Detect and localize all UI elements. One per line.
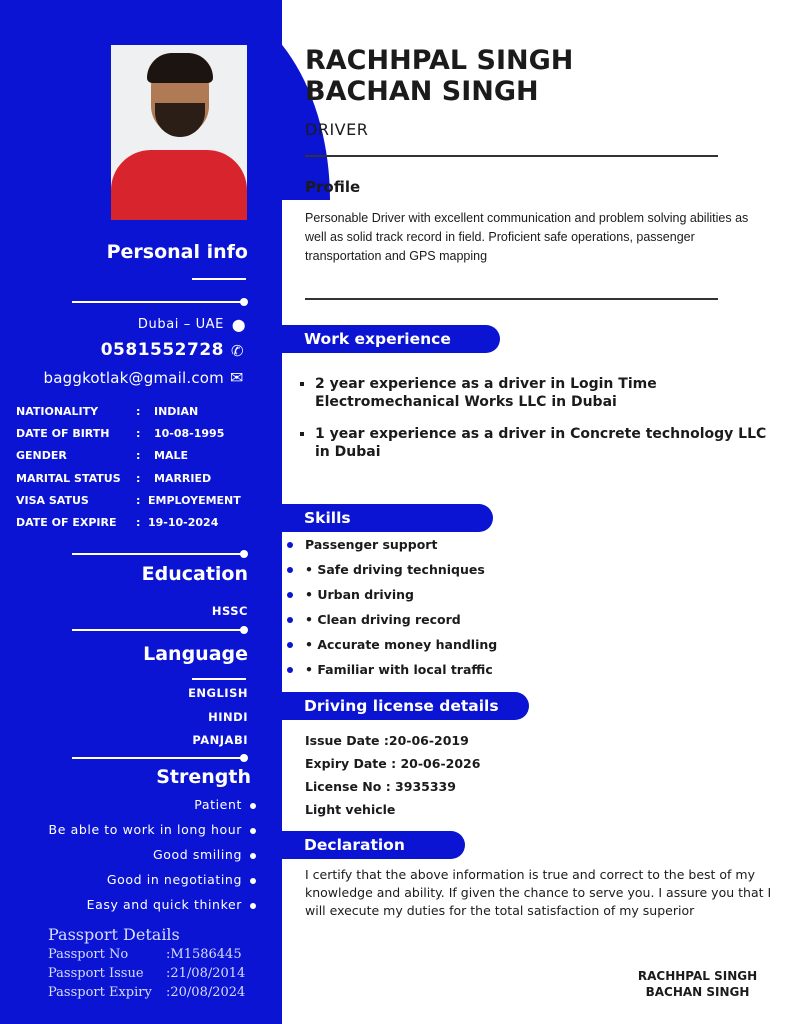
education-heading: Education bbox=[141, 563, 248, 585]
location-pin-icon: ⬤ bbox=[232, 318, 246, 332]
divider bbox=[72, 301, 244, 303]
license-number: License No : 3935339 bbox=[305, 779, 456, 794]
name-heading: RACHHPAL SINGH BACHAN SINGH bbox=[305, 45, 574, 107]
language-heading: Language bbox=[143, 643, 248, 665]
divider bbox=[72, 629, 244, 631]
passport-issue-label: Passport Issue bbox=[48, 966, 144, 981]
location-text: Dubai – UAE bbox=[137, 317, 224, 332]
phone-text[interactable]: 0581552728 bbox=[100, 340, 224, 360]
language-item: HINDI bbox=[208, 710, 248, 724]
language-item: ENGLISH bbox=[188, 686, 248, 700]
skills-heading: Skills bbox=[282, 504, 493, 532]
license-expiry-date: Expiry Date : 20-06-2026 bbox=[305, 756, 481, 771]
passport-heading: Passport Details bbox=[48, 925, 180, 944]
email-text[interactable]: baggkotlak@gmail.com bbox=[43, 369, 224, 387]
divider bbox=[192, 278, 246, 280]
skill-item: • Urban driving bbox=[307, 582, 497, 607]
passport-expiry-label: Passport Expiry bbox=[48, 985, 152, 1000]
education-item: HSSC bbox=[211, 604, 248, 618]
divider-dot bbox=[240, 298, 248, 306]
license-list bbox=[305, 733, 480, 825]
divider bbox=[192, 678, 246, 680]
phone-icon: ✆ bbox=[231, 342, 244, 360]
declaration-text: I certify that the above information is true and correct to the best of my knowledge and ability. If given the chance to serve you. I assure you that I will execute my duties for the total satisfaction of my superior bbox=[305, 867, 772, 918]
personal-info-heading: Personal info bbox=[106, 241, 248, 263]
signature-name: RACHHPAL SINGH BACHAN SINGH bbox=[637, 969, 758, 999]
license-issue-date: Issue Date :20-06-2019 bbox=[305, 733, 469, 748]
strength-heading: Strength bbox=[156, 766, 251, 788]
passport-no-value: :M1586445 bbox=[166, 947, 242, 962]
mail-icon: ✉ bbox=[230, 368, 244, 387]
divider bbox=[305, 155, 718, 157]
profile-text: Personable Driver with excellent communication and problem solving abilities as well as solid track record in field. Proficient safe operations, passenger transportation and GPS mapping bbox=[305, 211, 749, 263]
strength-item: Be able to work in long hour bbox=[49, 822, 256, 837]
license-heading: Driving license details bbox=[282, 692, 529, 720]
skills-list bbox=[307, 532, 497, 682]
personal-fields: NATIONALITY : INDIAN DATE OF BIRTH : 10-08-1995 GENDER : MALE MARITAL STATUS : MARRIED VISA SATUS : EMPLOYEMENT DATE OF EXPIRE : 19-10-2024 bbox=[16, 404, 241, 530]
work-item: ▪ 2 year experience as a driver in Login Time Electromechanical Works LLC in Dubai bbox=[315, 375, 780, 411]
sidebar-content bbox=[0, 0, 282, 1024]
declaration-heading: Declaration bbox=[282, 831, 465, 859]
profile-photo bbox=[111, 45, 247, 220]
skill-item: Passenger support bbox=[307, 532, 497, 557]
job-title: DRIVER bbox=[305, 120, 369, 139]
language-item: PANJABI bbox=[192, 733, 248, 747]
skill-item: • Accurate money handling bbox=[307, 632, 497, 657]
strength-item: Patient bbox=[194, 797, 256, 812]
license-type: Light vehicle bbox=[305, 802, 396, 817]
work-list bbox=[315, 375, 780, 475]
work-item: ▪ 1 year experience as a driver in Concrete technology LLC in Dubai bbox=[315, 425, 780, 461]
work-experience-heading: Work experience bbox=[282, 325, 500, 353]
passport-expiry-value: :20/08/2024 bbox=[166, 985, 246, 1000]
divider-dot bbox=[240, 754, 248, 762]
divider bbox=[72, 757, 244, 759]
strength-item: Good smiling bbox=[153, 847, 256, 862]
passport-issue-value: :21/08/2014 bbox=[166, 966, 246, 981]
skill-item: • Safe driving techniques bbox=[307, 557, 497, 582]
skill-item: • Familiar with local traffic bbox=[307, 657, 497, 682]
divider-dot bbox=[240, 550, 248, 558]
divider-dot bbox=[240, 626, 248, 634]
strength-item: Good in negotiating bbox=[107, 872, 256, 887]
strength-item: Easy and quick thinker bbox=[87, 897, 256, 912]
profile-heading: Profile bbox=[305, 178, 361, 196]
divider bbox=[305, 298, 718, 300]
skill-item: • Clean driving record bbox=[307, 607, 497, 632]
passport-no-label: Passport No bbox=[48, 947, 129, 962]
divider bbox=[72, 553, 244, 555]
